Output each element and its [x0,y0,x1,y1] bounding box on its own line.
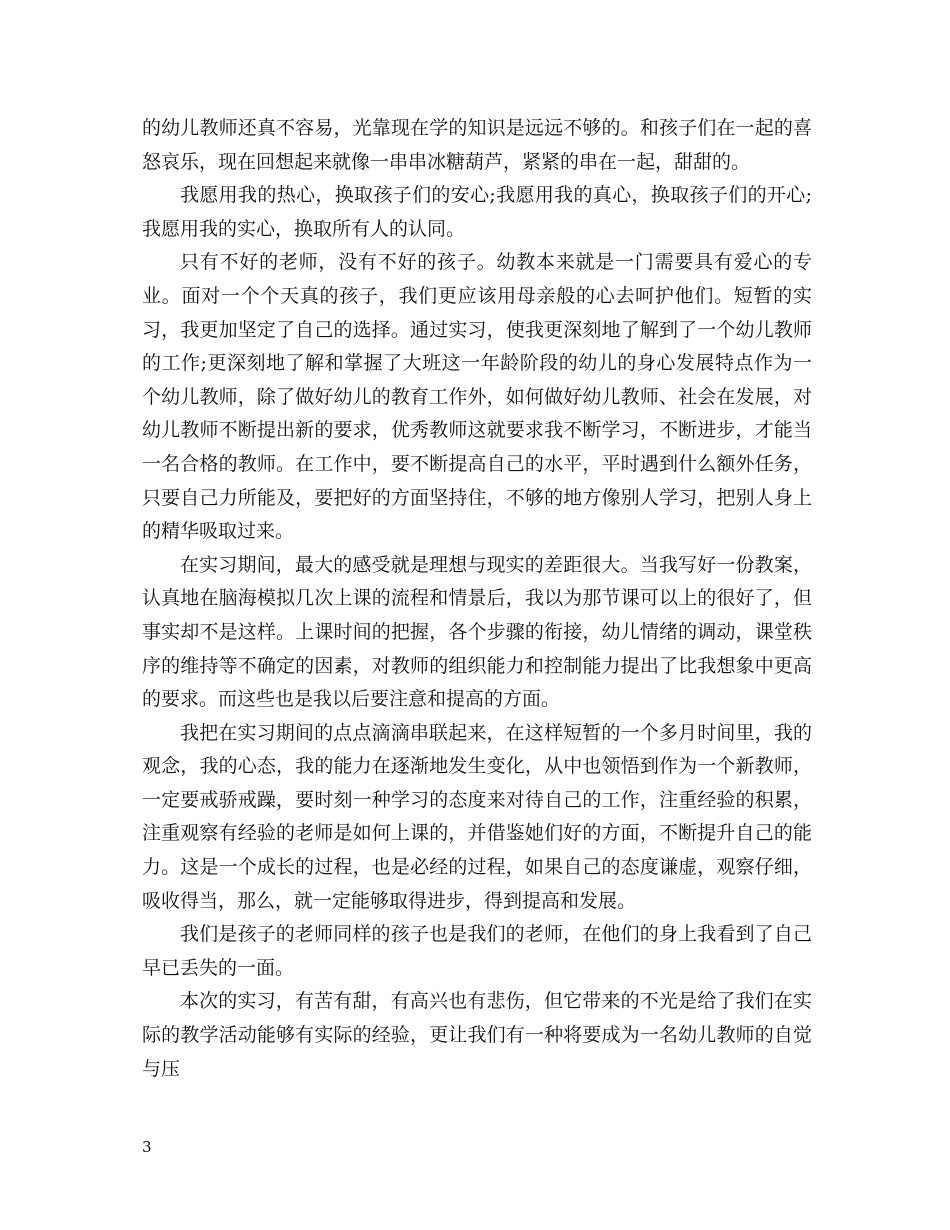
page-number: 3 [142,1138,152,1156]
body-text [142,112,812,1086]
paragraph: 我们是孩子的老师同样的孩子也是我们的老师，在他们的身上我看到了自己早已丢失的一面。 [142,923,812,979]
paragraph: 在实习期间，最大的感受就是理想与现实的差距很大。当我写好一份教案，认真地在脑海模拟几次上课的流程和情景后，我以为那节课可以上的很好了，但事实却不是这样。上课时间的把握，各个步骤的衔接，幼儿情绪的调动，课堂秩序的维持等不确定的因素，对教师的组织能力和控制能力提出了比我想象中更高的要求。而这些也是我以后要注意和提高的方面。 [142,553,812,711]
paragraph: 我愿用我的热心，换取孩子们的安心;我愿用我的真心，换取孩子们的开心;我愿用我的实心，换取所有人的认同。 [142,184,812,240]
paragraph: 的幼儿教师还真不容易，光靠现在学的知识是远远不够的。和孩子们在一起的喜怒哀乐，现在回想起来就像一串串冰糖葫芦，紧紧的串在一起，甜甜的。 [142,117,812,173]
paragraph: 我把在实习期间的点点滴滴串联起来，在这样短暂的一个多月时间里，我的观念，我的心态，我的能力在逐渐地发生变化，从中也领悟到作为一个新教师，一定要戒骄戒躁，要时刻一种学习的态度来对待自己的工作，注重经验的积累，注重观察有经验的老师是如何上课的，并借鉴她们好的方面，不断提升自己的能力。这是一个成长的过程，也是必经的过程，如果自己的态度谦虚，观察仔细，吸收得当，那么，就一定能够取得进步，得到提高和发展。 [142,721,812,912]
paragraph: 本次的实习，有苦有甜，有高兴也有悲伤，但它带来的不光是给了我们在实际的教学活动能够有实际的经验，更让我们有一种将要成为一名幼儿教师的自觉与压 [142,990,812,1080]
paragraph: 只有不好的老师，没有不好的孩子。幼教本来就是一门需要具有爱心的专业。面对一个个天真的孩子，我们更应该用母亲般的心去呵护他们。短暂的实习，我更加坚定了自己的选择。通过实习，使我更深刻地了解到了一个幼儿教师的工作;更深刻地了解和掌握了大班这一年龄阶段的幼儿的身心发展特点作为一个幼儿教师，除了做好幼儿的教育工作外，如何做好幼儿教师、社会在发展，对幼儿教师不断提出新的要求，优秀教师这就要求我不断学习，不断进步，才能当一名合格的教师。在工作中，要不断提高自己的水平，平时遇到什么额外任务，只要自己力所能及，要把好的方面坚持住，不够的地方像别人学习，把别人身上的精华吸取过来。 [142,251,812,543]
